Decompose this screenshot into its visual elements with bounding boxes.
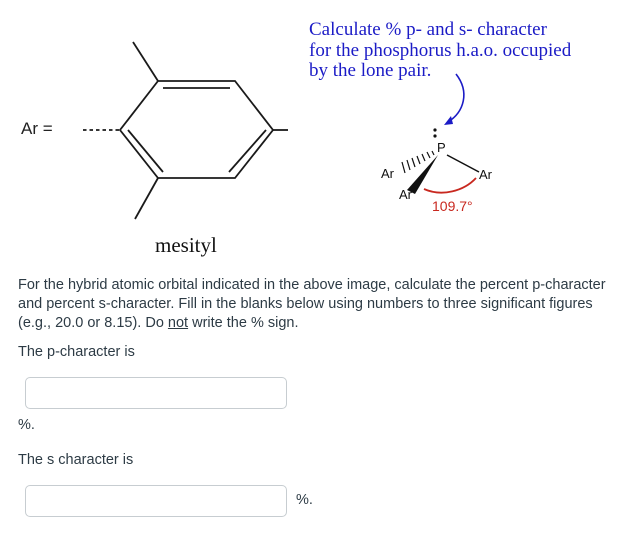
aryl-bottom-label: Ar (399, 187, 412, 202)
aryl-left-label: Ar (381, 166, 394, 181)
prompt-emphasis: not (167, 315, 189, 331)
benzene-ring (120, 81, 273, 178)
aryl-right-label: Ar (479, 167, 492, 182)
s-character-input[interactable] (25, 485, 287, 517)
prompt-text: For the hybrid atomic orbital indicated in the above image, calculate the percent p-character and percent s-character. Fill in the blanks below using numbers to three significant figures (e.g., 20.0 or 8.15). Do (18, 277, 606, 331)
callout-arrowhead (444, 116, 453, 125)
callout-line: by the lone pair. (309, 60, 432, 81)
lone-pair-dots (433, 128, 436, 137)
s-character-unit: %. (296, 492, 313, 508)
ar-equals-label: Ar = (21, 119, 53, 138)
chemistry-figure (0, 0, 628, 262)
callout-text (309, 20, 571, 82)
question-prompt (18, 276, 613, 333)
p-character-input[interactable] (25, 377, 287, 409)
mesityl-label: mesityl (155, 233, 217, 257)
phosphorus-atom-label: P (437, 140, 446, 155)
prompt-text-end: write the % sign. (188, 315, 299, 331)
s-character-label: The s character is (18, 452, 134, 468)
callout-line: Calculate % p- and s- character (309, 19, 547, 40)
bond-angle-label: 109.7° (432, 198, 473, 214)
angle-arc (424, 178, 476, 193)
p-character-unit: %. (18, 417, 35, 433)
p-character-label: The p-character is (18, 344, 135, 360)
callout-line: for the phosphorus h.a.o. occupied (309, 39, 572, 61)
plain-bond (447, 155, 479, 172)
